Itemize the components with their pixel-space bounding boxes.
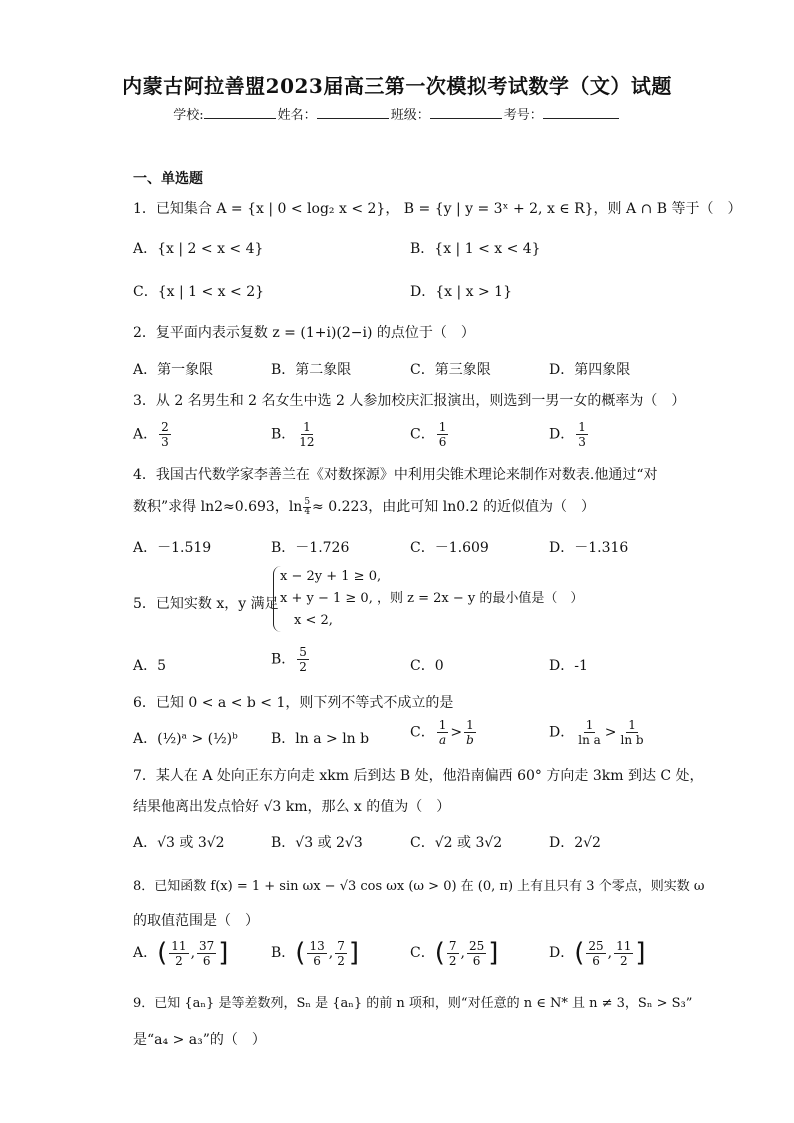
question-4-option-a: A．－1.519 — [133, 540, 212, 556]
question-1-stem: 1．已知集合 A = {x | 0 < log₂ x < 2}， B = {y | y = 3ˣ + 2, x ∈ R}，则 A ∩ B 等于（ ） — [133, 201, 742, 217]
question-6-option-c: C． $\frac{1}{a}$ > $\frac{1}{b}$ — [410, 718, 474, 747]
question-2-option-c: C．第三象限 — [410, 362, 491, 378]
name-blank — [317, 106, 389, 119]
constraint-line-2: x + y − 1 ≥ 0, ，则 z = 2x − y 的最小值是（ ） — [280, 591, 584, 606]
question-2-stem: 2．复平面内表示复数 z = (1+i)(2−i) 的点位于（ ） — [133, 325, 475, 341]
question-4-option-c: C．－1.609 — [410, 540, 489, 556]
question-8-stem-line-2: 的取值范围是（ ） — [133, 913, 259, 929]
name-label: 姓名： — [277, 108, 317, 123]
question-5-constraint-system — [273, 566, 583, 632]
question-7-option-d: D．2√2 — [549, 835, 601, 851]
question-8-option-d: D．( $\frac{25}{6}$ , $\frac{11}{2}$ ] — [549, 938, 646, 968]
question-3-option-b: B． $\frac{1}{12}$ — [271, 420, 315, 449]
question-5-option-c: C．0 — [410, 658, 444, 674]
question-9-stem-line-2: 是“a₄ > a₃”的（ ） — [133, 1032, 266, 1048]
question-7-option-b: B．√3 或 2√3 — [271, 835, 363, 851]
student-info-line — [0, 104, 794, 123]
question-2-option-a: A．第一象限 — [133, 362, 214, 378]
constraint-line-3: x < 2, — [294, 613, 333, 628]
class-blank — [430, 106, 502, 119]
question-7-stem-line-1: 7．某人在 A 处向正东方向走 xkm 后到达 B 处，他沿南偏西 60° 方向走 3km 到达 C 处， — [133, 768, 704, 784]
question-1-option-d: D．{x | x > 1} — [410, 284, 512, 300]
page-title: 内蒙古阿拉善盟2023届高三第一次模拟考试数学（文）试题 — [122, 74, 672, 98]
question-4-option-b: B．－1.726 — [271, 540, 350, 556]
question-6-stem: 6．已知 0 < a < b < 1，则下列不等式不成立的是 — [133, 695, 454, 711]
exam-no-label: 考号： — [503, 108, 543, 123]
question-5-option-d: D．-1 — [549, 658, 588, 674]
question-7-option-a: A．√3 或 3√2 — [133, 835, 225, 851]
question-8-option-c: C．( $\frac{7}{2}$ , $\frac{25}{6}$ ] — [410, 938, 499, 968]
question-2-option-b: B．第二象限 — [271, 362, 352, 378]
question-5-stem: 5．已知实数 x，y 满足 — [133, 596, 279, 612]
question-6-option-a: A．(½)ᵃ > (½)ᵇ — [133, 731, 238, 747]
question-4-option-d: D．－1.316 — [549, 540, 629, 556]
question-8-option-b: B．( $\frac{13}{6}$ , $\frac{7}{2}$ ] — [271, 938, 359, 968]
question-7-stem-line-2: 结果他离出发点恰好 √3 km，那么 x 的值为（ ） — [133, 799, 451, 815]
question-1-option-a: A．{x | 2 < x < 4} — [133, 241, 264, 257]
question-7-option-c: C．√2 或 3√2 — [410, 835, 503, 851]
question-1-option-c: C．{x | 1 < x < 2} — [133, 284, 265, 300]
question-1-option-b: B．{x | 1 < x < 4} — [410, 241, 541, 257]
question-5-option-a: A．5 — [133, 658, 167, 674]
question-3-option-a: A． $\frac{2}{3}$ — [133, 420, 169, 449]
question-2-option-d: D．第四象限 — [549, 362, 631, 378]
question-6-option-b: B．ln a > ln b — [271, 731, 370, 747]
exam-no-blank — [543, 106, 619, 119]
question-9-stem-line-1: 9．已知 {aₙ} 是等差数列，Sₙ 是 {aₙ} 的前 n 项和，则“对任意的 n ∈ N* 且 n ≠ 3，Sₙ > S₃” — [133, 996, 693, 1011]
question-3-option-c: C． $\frac{1}{6}$ — [410, 420, 447, 449]
question-4-stem-line-1: 4．我国古代数学家李善兰在《对数探源》中利用尖锥术理论来制作对数表.他通过“对 — [133, 467, 658, 483]
class-label: 班级： — [390, 108, 430, 123]
question-8-stem-line-1: 8．已知函数 f(x) = 1 + sin ωx − √3 cos ωx (ω > 0) 在 (0, π) 上有且只有 3 个零点，则实数 ω — [133, 879, 705, 894]
constraint-line-1: x − 2y + 1 ≥ 0, — [280, 569, 382, 584]
question-3-stem: 3．从 2 名男生和 2 名女生中选 2 人参加校庆汇报演出，则选到一男一女的概率为（ ） — [133, 393, 686, 409]
question-8-option-a: A．( $\frac{11}{2}$ , $\frac{37}{6}$ ] — [133, 938, 229, 968]
question-6-option-d: D． $\frac{1}{\text{ln a}}$ > $\frac{1}{\text{ln b}}$ — [549, 718, 644, 747]
section-heading: 一、单选题 — [133, 171, 203, 187]
question-3-option-d: D． $\frac{1}{3}$ — [549, 420, 586, 449]
school-label: 学校: — [173, 108, 204, 123]
question-4-stem-line-2: 数积”求得 ln2≈0.693，ln $\frac{5}{4}$ ≈ 0.223，由此可知 ln0.2 的近似值为（ ） — [133, 496, 595, 517]
school-blank — [204, 106, 276, 119]
question-5-option-b: B． $\frac{5}{2}$ — [271, 645, 307, 674]
